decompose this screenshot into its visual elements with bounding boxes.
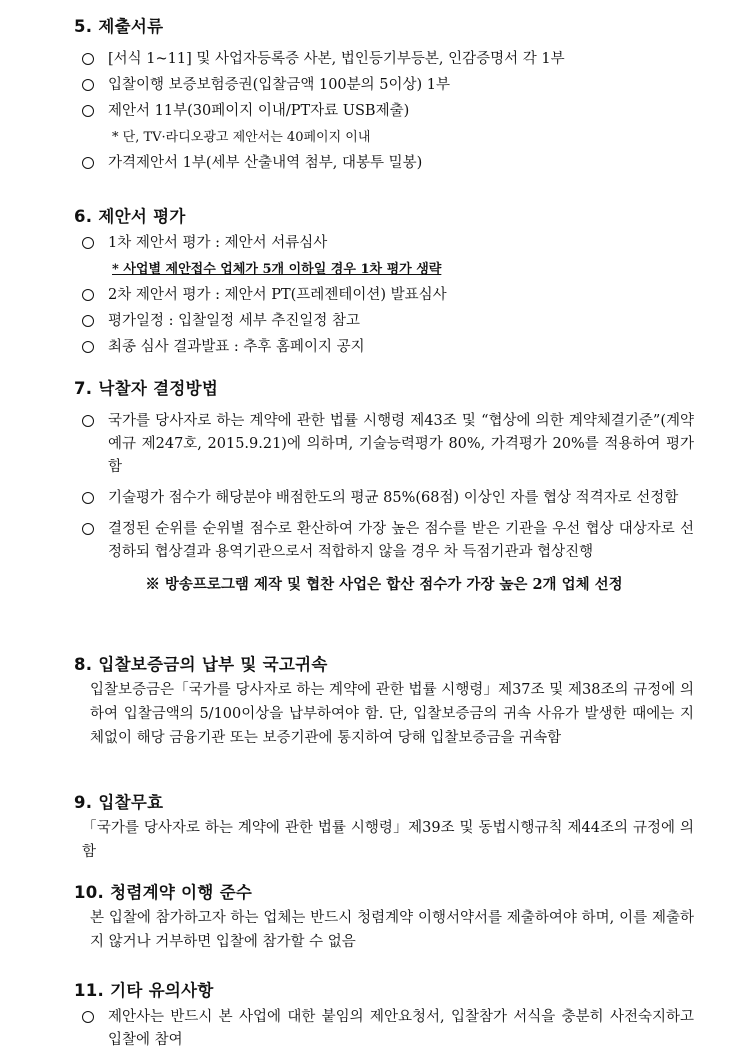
list-item: [서식 1~11] 및 사업자등록증 사본, 법인등기부등본, 인감증명서 각 1부 <box>74 48 694 71</box>
section-title: 11. 기타 유의사항 <box>74 981 214 1000</box>
list-item: 제안서 11부(30페이지 이내/PT자료 USB제출) <box>74 100 694 123</box>
section-body: 본 입찰에 참가하고자 하는 업체는 반드시 청렴계약 이행서약서를 제출하여야 하며, 이를 제출하지 않거나 거부하면 입찰에 참가할 수 없음 <box>90 910 694 950</box>
section-body: 「국가를 당사자로 하는 계약에 관한 법률 시행령」제39조 및 동법시행규칙 제44조의 규정에 의함 <box>82 820 694 860</box>
circle-bullet-icon <box>82 289 94 301</box>
section-title: 8. 입찰보증금의 납부 및 국고귀속 <box>74 655 328 674</box>
circle-bullet-icon <box>82 341 94 353</box>
circle-bullet-icon <box>82 523 94 535</box>
section-bid-invalidation <box>74 790 694 864</box>
section-title: 6. 제안서 평가 <box>74 207 186 226</box>
list-item: 결정된 순위를 순위별 점수로 환산하여 가장 높은 점수를 받은 기관을 우선 협상 대상자로 선정하되 협상결과 용역기관으로서 적합하지 않을 경우 차 득점기관과 협상진행 <box>74 518 694 564</box>
callout-note: ※ 방송프로그램 제작 및 협찬 사업은 합산 점수가 가장 높은 2개 업체 선정 <box>145 576 623 593</box>
circle-bullet-icon <box>82 105 94 117</box>
section-title: 7. 낙찰자 결정방법 <box>74 379 219 398</box>
section-body: 입찰보증금은「국가를 당사자로 하는 계약에 관한 법률 시행령」제37조 및 제38조의 규정에 의하여 입찰금액의 5/100이상을 납부하여야 함. 단, 입찰보증금의 귀속 사유가 발생한 때에는 지체없이 해당 금융기관 또는 보증기관에 통지하여 당해 입찰보증금을 귀속함 <box>90 682 694 746</box>
section-proposal-evaluation <box>74 204 694 362</box>
list-item: 가격제안서 1부(세부 산출내역 첨부, 대봉투 밀봉) <box>74 152 694 175</box>
section-other-notes <box>74 978 694 1055</box>
circle-bullet-icon <box>82 237 94 249</box>
circle-bullet-icon <box>82 53 94 65</box>
circle-bullet-icon <box>82 315 94 327</box>
list-item: 제안사는 반드시 본 사업에 대한 붙임의 제안요청서, 입찰참가 서식을 충분히 사전숙지하고 입찰에 참여 <box>74 1006 694 1052</box>
footnote: * 사업별 제안접수 업체가 5개 이하일 경우 1차 평가 생략 <box>112 262 442 277</box>
list-item: 최종 심사 결과발표 : 추후 홈페이지 공지 <box>74 336 694 359</box>
circle-bullet-icon <box>82 492 94 504</box>
list-item: 기술평가 점수가 해당분야 배점한도의 평균 85%(68점) 이상인 자를 협상 적격자로 선정함 <box>74 487 694 510</box>
list-item: 국가를 당사자로 하는 계약에 관한 법률 시행령 제43조 및 “협상에 의한 계약체결기준”(계약예규 제247호, 2015.9.21)에 의하며, 기술능력평가 80%, 가격평가 20%를 적용하여 평가함 <box>74 410 694 479</box>
list-item: 2차 제안서 평가 : 제안서 PT(프레젠테이션) 발표심사 <box>74 284 694 307</box>
section-award-method <box>74 376 694 596</box>
circle-bullet-icon <box>82 415 94 427</box>
list-item: 입찰이행 보증보험증권(입찰금액 100분의 5이상) 1부 <box>74 74 694 97</box>
circle-bullet-icon <box>82 1011 94 1023</box>
circle-bullet-icon <box>82 157 94 169</box>
circle-bullet-icon <box>82 79 94 91</box>
section-title: 5. 제출서류 <box>74 17 164 36</box>
section-submission-documents <box>74 14 694 178</box>
section-integrity-contract <box>74 880 694 954</box>
list-item: 1차 제안서 평가 : 제안서 서류심사 <box>74 232 694 255</box>
section-bid-bond <box>74 652 694 750</box>
list-item: 평가일정 : 입찰일정 세부 추진일정 참고 <box>74 310 694 333</box>
footnote: * 단, TV·라디오광고 제안서는 40페이지 이내 <box>112 130 371 145</box>
section-title: 10. 청렴계약 이행 준수 <box>74 883 253 902</box>
section-title: 9. 입찰무효 <box>74 793 164 812</box>
